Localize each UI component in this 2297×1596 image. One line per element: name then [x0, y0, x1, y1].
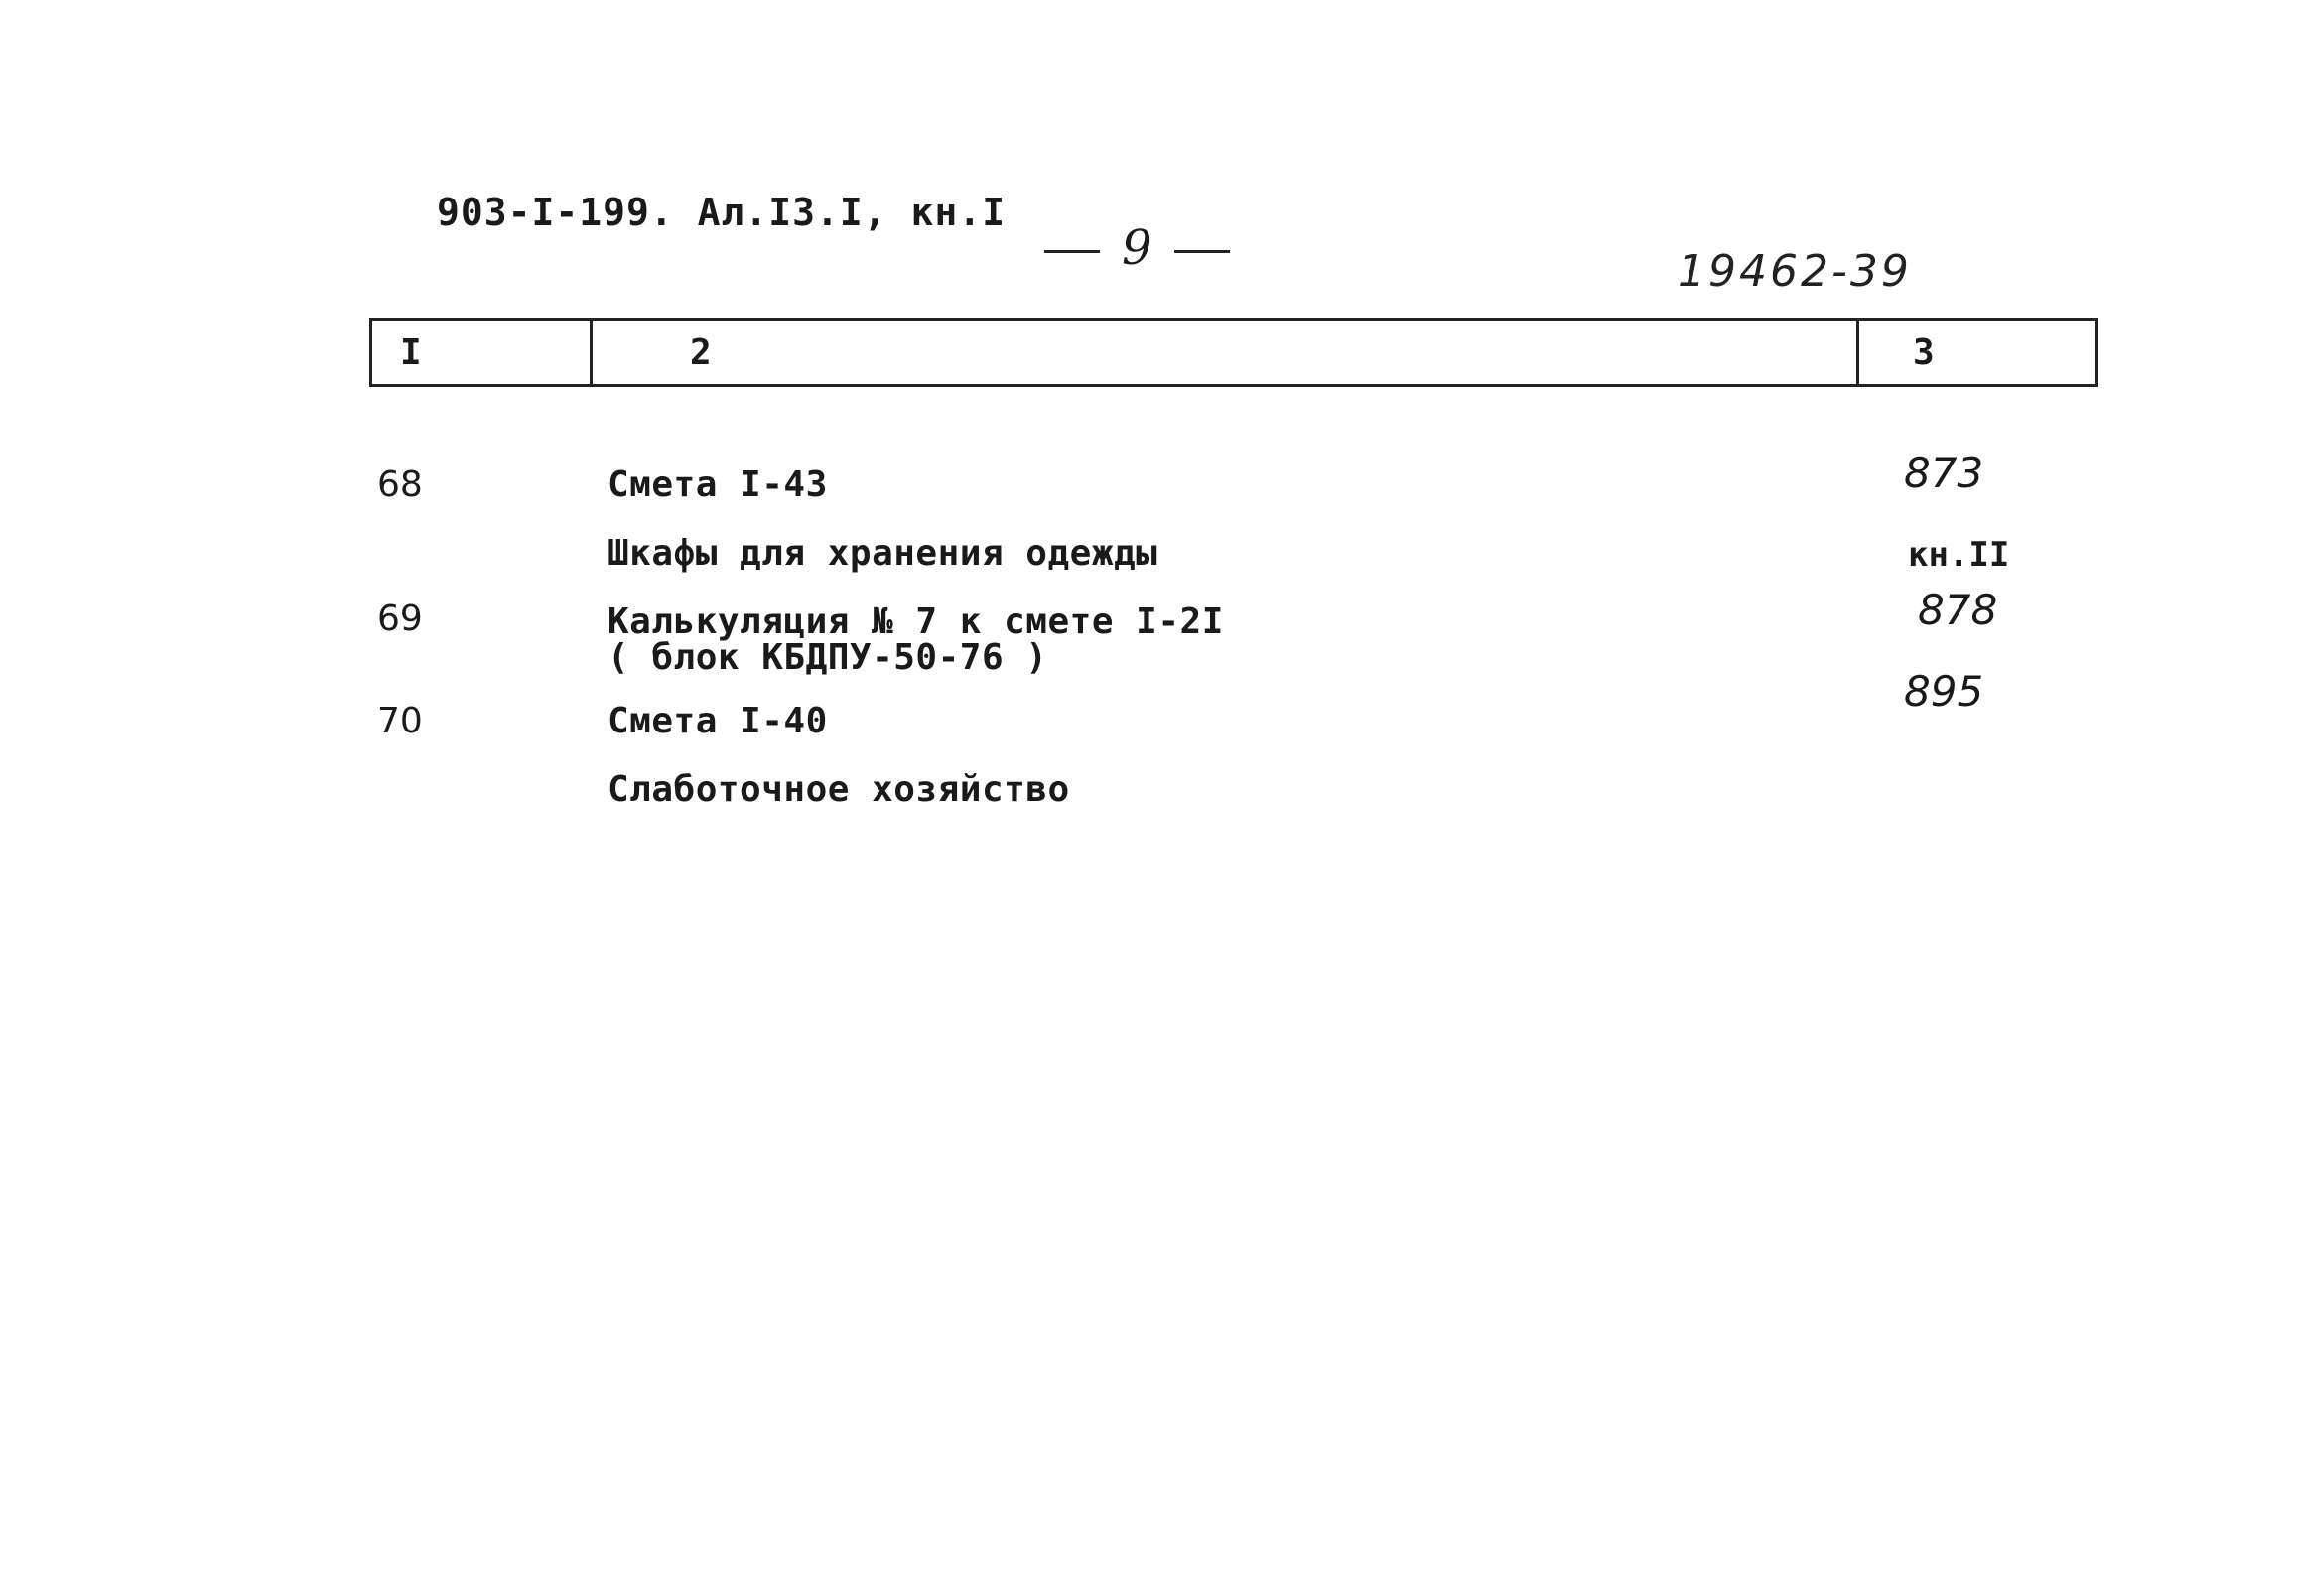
row-69-description: ( блок КБДПУ-50-76 )	[608, 637, 1048, 678]
column-header-table	[369, 318, 2098, 387]
column-header-3: 3	[1913, 332, 1935, 373]
column-header-1: I	[372, 321, 593, 384]
row-number-70: 70	[377, 701, 423, 741]
row-68-description: Шкафы для хранения одежды	[608, 533, 1158, 574]
row-number-68: 68	[377, 465, 423, 505]
row-69-title: Калькуляция № 7 к смете I-2I	[608, 601, 1224, 642]
page-number: 9	[1122, 220, 1152, 276]
dash-right	[1174, 250, 1230, 253]
row-68-book-ref: кн.II	[1908, 535, 2010, 575]
handwritten-inventory-number: 19462-39	[1678, 246, 1912, 297]
row-69-page-ref: 878	[1918, 586, 1998, 634]
document-code: 903-I-199. Ал.I3.I, кн.I	[437, 191, 1007, 234]
column-header-2: 2	[593, 321, 1859, 384]
page-number-line	[1022, 220, 1252, 276]
row-70-title: Смета I-40	[608, 701, 828, 741]
dash-left	[1044, 250, 1100, 253]
row-70-description: Слаботочное хозяйство	[608, 769, 1070, 810]
row-68-title: Смета I-43	[608, 465, 828, 505]
row-68-page-ref: 873	[1904, 449, 1984, 497]
row-number-69: 69	[377, 598, 423, 639]
row-70-page-ref: 895	[1904, 667, 1984, 716]
